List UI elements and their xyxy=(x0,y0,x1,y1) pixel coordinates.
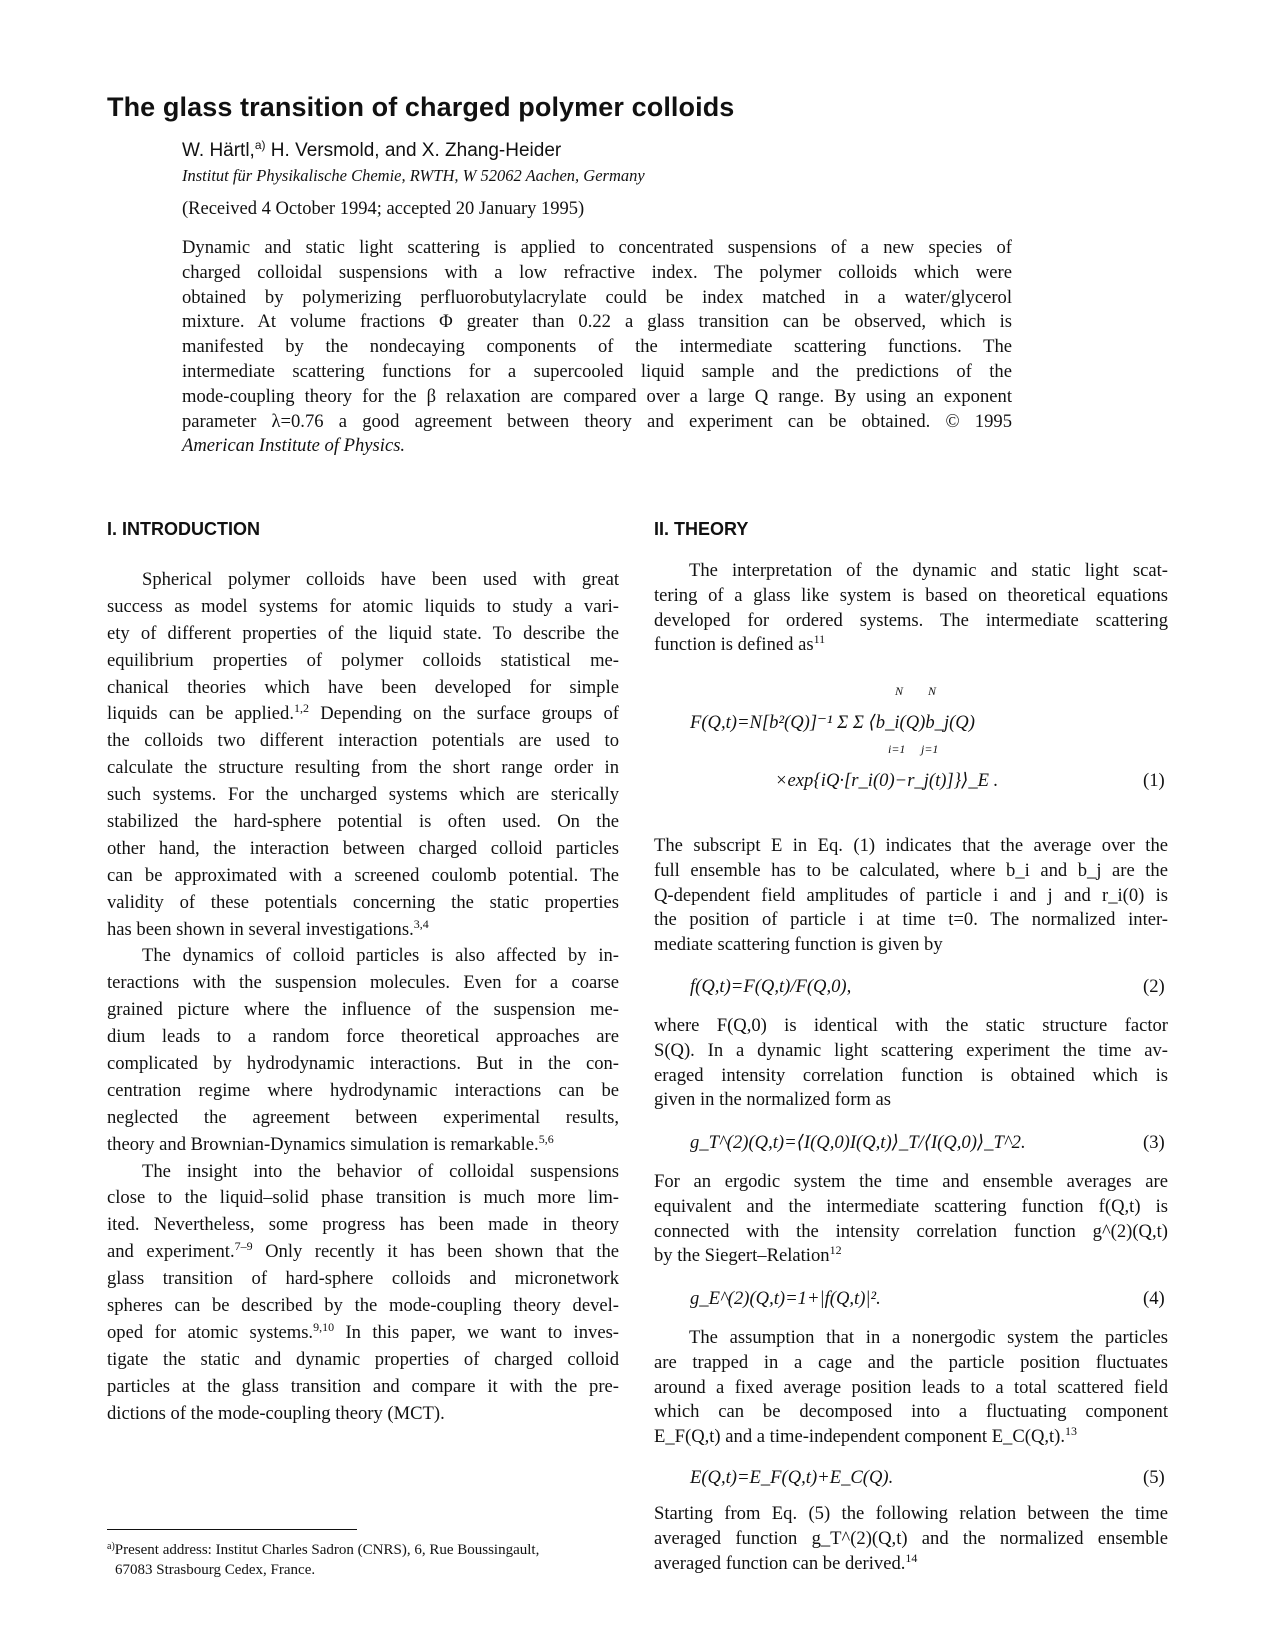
equation-number: (3) xyxy=(1143,1132,1165,1153)
section-heading-introduction: I. INTRODUCTION xyxy=(107,519,260,539)
abstract-line: obtained by polymerizing perfluorobutylacrylate could be index matched in a water/glycerol xyxy=(182,286,1012,308)
received-dates: (Received 4 October 1994; accepted 20 January 1995) xyxy=(182,199,585,219)
equation-2: f(Q,t)=F(Q,t)/F(Q,0), xyxy=(690,976,852,997)
reference-marker: 11 xyxy=(813,632,826,647)
theory-line: S(Q). In a dynamic light scattering experiment the time av- xyxy=(654,1039,1168,1061)
abstract-line: parameter λ=0.76 a good agreement between theory and experiment can be obtained. © 1995 xyxy=(182,410,1012,432)
equation-5: E(Q,t)=E_F(Q,t)+E_C(Q). xyxy=(690,1467,894,1488)
article-title: The glass transition of charged polymer colloids xyxy=(107,92,735,122)
authors-rest: H. Versmold, and X. Zhang-Heider xyxy=(265,140,562,161)
theory-line xyxy=(654,1552,1168,1577)
intro-line: ited. Nevertheless, some progress has been made in theory xyxy=(107,1214,619,1236)
intro-line: dictions of the mode-coupling theory (MCT). xyxy=(107,1402,445,1424)
section-heading-theory: II. THEORY xyxy=(654,519,749,539)
reference-marker: 7–9 xyxy=(234,1239,253,1254)
intro-text: liquids can be applied. xyxy=(107,703,295,725)
author-list xyxy=(182,140,561,162)
intro-text: has been shown in several investigations. xyxy=(107,918,414,940)
intro-text: In this paper, we want to inves- xyxy=(334,1321,619,1343)
reference-marker: 14 xyxy=(905,1550,918,1565)
intro-line: success as model systems for atomic liquids to study a vari- xyxy=(107,595,619,617)
equation-number: (1) xyxy=(1143,770,1165,791)
theory-paragraph-6 xyxy=(654,1502,1168,1576)
footnote-text: 67083 Strasbourg Cedex, France. xyxy=(115,1562,316,1578)
introduction-text xyxy=(107,567,619,1428)
theory-line xyxy=(654,633,1168,658)
reference-marker: 1,2 xyxy=(294,701,310,716)
theory-line: connected with the intensity correlation function g^(2)(Q,t) xyxy=(654,1220,1168,1242)
theory-line: mediate scattering function is given by xyxy=(654,934,943,956)
abstract-line: charged colloidal suspensions with a low refractive index. The polymer colloids which were xyxy=(182,261,1012,283)
abstract-line: American Institute of Physics. xyxy=(182,435,406,457)
abstract-line: Dynamic and static light scattering is applied to concentrated suspensions of a new species of xyxy=(182,237,1012,258)
intro-line: equilibrium properties of polymer colloids statistical me- xyxy=(107,649,619,671)
theory-line: The assumption that in a nonergodic system the particles xyxy=(689,1327,1168,1348)
intro-line: dium leads to a random force theoretical approaches are xyxy=(107,1026,619,1048)
intro-line: Spherical polymer colloids have been used with great xyxy=(142,569,619,590)
theory-line: The interpretation of the dynamic and static light scat- xyxy=(689,560,1168,581)
theory-line: where F(Q,0) is identical with the static structure factor xyxy=(654,1015,1168,1036)
theory-line: tering of a glass like system is based on theoretical equations xyxy=(654,584,1168,606)
theory-text: by the Siegert–Relation xyxy=(654,1245,830,1267)
theory-line xyxy=(654,1244,1168,1269)
intro-line: can be approximated with a screened coulomb potential. The xyxy=(107,864,619,886)
reference-marker: 3,4 xyxy=(413,916,429,931)
intro-text: theory and Brownian-Dynamics simulation is remarkable. xyxy=(107,1133,539,1155)
abstract-line: intermediate scattering functions for a supercooled liquid sample and the predictions of the xyxy=(182,360,1012,382)
equation-number: (2) xyxy=(1143,976,1165,997)
equation-number: (5) xyxy=(1143,1467,1165,1488)
theory-line: full ensemble has to be calculated, where b_i and b_j are the xyxy=(654,859,1168,881)
footnote xyxy=(107,1540,622,1580)
theory-paragraph-1 xyxy=(654,559,1168,658)
intro-line: glass transition of hard-sphere colloids and micronetwork xyxy=(107,1268,619,1290)
abstract-line: manifested by the nondecaying components of the intermediate scattering functions. The xyxy=(182,336,1012,358)
theory-line: For an ergodic system the time and ensemble averages are xyxy=(654,1171,1168,1192)
affiliation: Institut für Physikalische Chemie, RWTH, W 52062 Aachen, Germany xyxy=(182,166,645,185)
intro-line: The insight into the behavior of colloidal suspensions xyxy=(142,1160,619,1182)
intro-line: centration regime where hydrodynamic interactions can be xyxy=(107,1079,619,1101)
theory-line: given in the normalized form as xyxy=(654,1089,891,1111)
theory-line: eraged intensity correlation function is obtained which is xyxy=(654,1064,1168,1086)
intro-line: The dynamics of colloid particles is also affected by in- xyxy=(142,945,619,967)
theory-line: are trapped in a cage and the particle position fluctuates xyxy=(654,1351,1168,1373)
theory-paragraph-3 xyxy=(654,1014,1168,1113)
author-1: W. Härtl, xyxy=(182,140,255,161)
theory-line: Q-dependent field amplitudes of particle i and j and r_i(0) is xyxy=(654,884,1168,906)
theory-paragraph-4 xyxy=(654,1170,1168,1269)
equation-3: g_T^(2)(Q,t)=⟨I(Q,0)I(Q,t)⟩_T/⟨I(Q,0)⟩_T^2. xyxy=(690,1132,1026,1153)
intro-line: complicated by hydrodynamic interactions. But in the con- xyxy=(107,1053,619,1075)
theory-text: function is defined as xyxy=(654,634,814,656)
intro-text: Depending on the surface groups of xyxy=(309,703,619,725)
theory-line: The subscript E in Eq. (1) indicates that the average over the xyxy=(654,835,1168,856)
footnote-marker: a) xyxy=(107,1541,115,1552)
intro-line xyxy=(107,1132,619,1159)
sum-lower-limit: j=1 xyxy=(921,742,939,756)
theory-line: around a fixed average position leads to a total scattered field xyxy=(654,1376,1168,1398)
intro-line: stabilized the hard-sphere potential is often used. On the xyxy=(107,811,619,833)
theory-paragraph-2 xyxy=(654,834,1168,958)
intro-text: Only recently it has been shown that the xyxy=(252,1241,619,1263)
sum-upper-limit: N xyxy=(895,684,904,698)
intro-text: oped for atomic systems. xyxy=(107,1321,314,1343)
intro-line: such systems. For the uncharged systems which are sterically xyxy=(107,784,619,806)
intro-line: chanical theories which have been developed for simple xyxy=(107,676,619,698)
theory-line: Starting from Eq. (5) the following relation between the time xyxy=(654,1503,1168,1524)
intro-line: particles at the glass transition and compare it with the pre- xyxy=(107,1375,619,1397)
intro-line: grained picture where the influence of the suspension me- xyxy=(107,999,619,1021)
intro-line: spheres can be described by the mode-coupling theory devel- xyxy=(107,1295,619,1317)
theory-text: averaged function can be derived. xyxy=(654,1552,906,1574)
intro-line: ety of different properties of the liquid state. To describe the xyxy=(107,622,619,644)
intro-line xyxy=(107,917,619,944)
intro-line xyxy=(107,1239,619,1266)
abstract-line: mixture. At volume fractions Φ greater than 0.22 a glass transition can be observed, which is xyxy=(182,311,1012,333)
abstract-line: mode-coupling theory for the β relaxation are compared over a large Q range. By using an exponent xyxy=(182,385,1012,407)
theory-line: which can be decomposed into a fluctuating component xyxy=(654,1401,1168,1423)
intro-line xyxy=(107,1320,619,1347)
footnote-rule xyxy=(107,1529,357,1530)
sum-upper-limit: N xyxy=(928,684,937,698)
intro-line: validity of these potentials concerning the static properties xyxy=(107,891,619,913)
intro-line: tigate the static and dynamic properties of charged colloid xyxy=(107,1348,619,1370)
intro-line: calculate the structure resulting from the short range order in xyxy=(107,757,619,779)
equation-1-line-2: ×exp{iQ·[r_i(0)−r_j(t)]}⟩_E . xyxy=(775,770,999,791)
reference-marker: 5,6 xyxy=(538,1131,554,1146)
intro-line: close to the liquid–solid phase transition is much more lim- xyxy=(107,1187,619,1209)
intro-line: neglected the agreement between experimental results, xyxy=(107,1106,619,1128)
intro-text: and experiment. xyxy=(107,1241,235,1263)
equation-1-line-1: F(Q,t)=N[b²(Q)]⁻¹ Σ Σ ⟨b_i(Q)b_j(Q) xyxy=(690,712,975,733)
theory-line xyxy=(654,1425,1168,1450)
reference-marker: 9,10 xyxy=(313,1319,335,1334)
intro-line: teractions with the suspension molecules. Even for a coarse xyxy=(107,972,619,994)
footnote-text: Present address: Institut Charles Sadron (CNRS), 6, Rue Boussingault, xyxy=(114,1542,540,1558)
intro-line: other hand, the interaction between charged colloid particles xyxy=(107,837,619,859)
abstract xyxy=(182,236,1012,459)
equation-number: (4) xyxy=(1143,1288,1165,1309)
intro-line xyxy=(107,701,619,728)
reference-marker: 13 xyxy=(1065,1424,1078,1439)
theory-paragraph-5 xyxy=(654,1326,1168,1450)
intro-line: the colloids two different interaction potentials are used to xyxy=(107,730,619,752)
equation-4: g_E^(2)(Q,t)=1+|f(Q,t)|². xyxy=(690,1288,881,1309)
theory-line: averaged function g_T^(2)(Q,t) and the normalized ensemble xyxy=(654,1527,1168,1549)
sum-lower-limit: i=1 xyxy=(888,742,906,756)
theory-line: developed for ordered systems. The intermediate scattering xyxy=(654,609,1168,631)
theory-line: equivalent and the intermediate scattering function f(Q,t) is xyxy=(654,1195,1168,1217)
theory-line: the position of particle i at time t=0. The normalized inter- xyxy=(654,909,1168,931)
reference-marker: 12 xyxy=(829,1243,842,1258)
theory-text: E_F(Q,t) and a time-independent component E_C(Q,t). xyxy=(654,1426,1066,1448)
footnote-marker: a) xyxy=(254,138,266,152)
